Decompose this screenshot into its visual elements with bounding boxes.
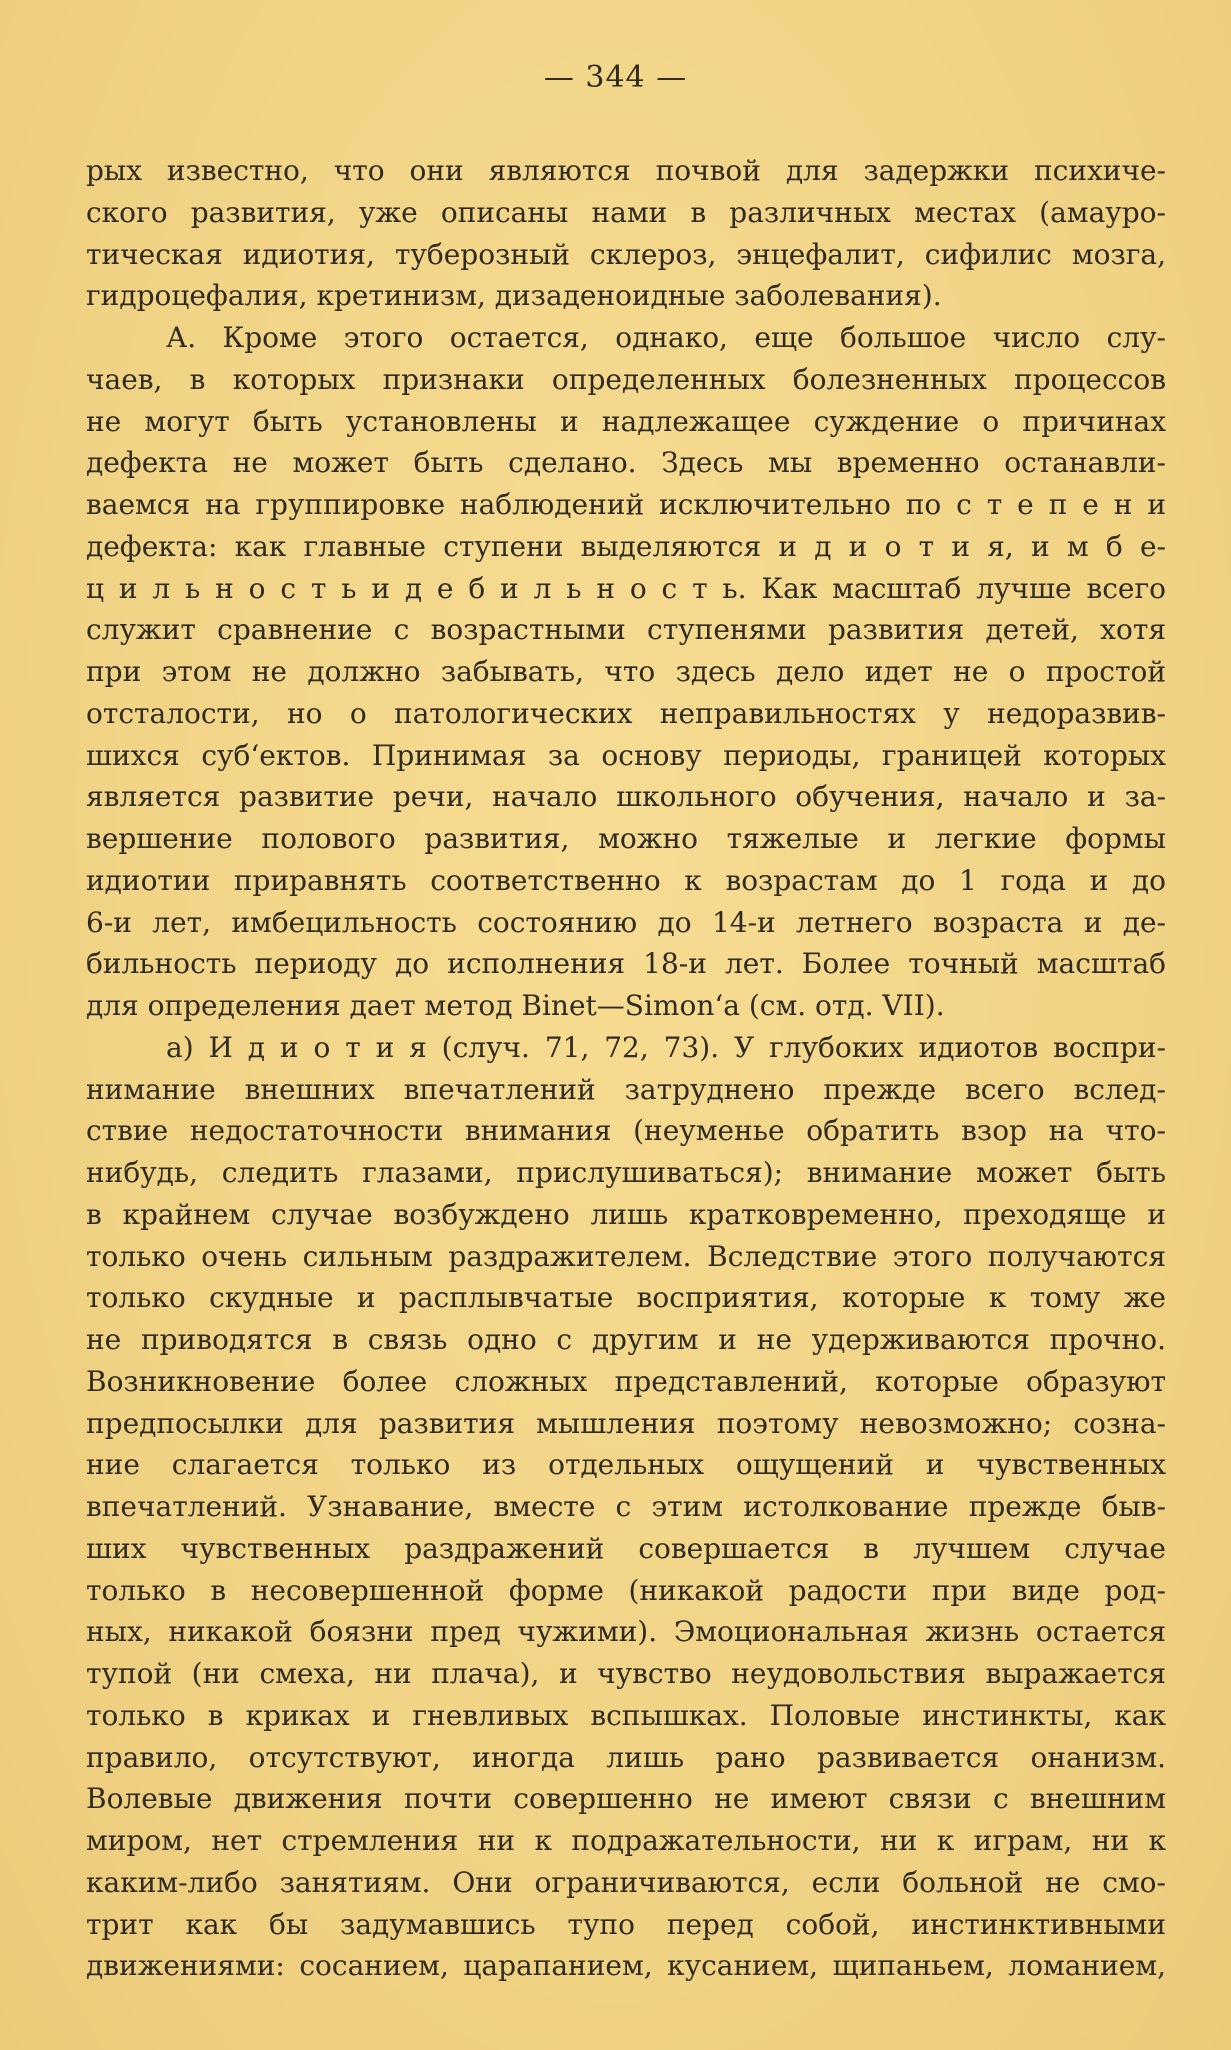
text-line: при этом не должно забывать, что здесь дело идет не о простой xyxy=(86,655,1166,688)
text-line: предпосылки для развития мышления поэтому невозможно; созна- xyxy=(86,1406,1166,1440)
text-line: ваемся на группировке наблюдений исключительно по с т е п е н и xyxy=(86,488,1166,521)
text-line: Возникновение более сложных представлений, которые образуют xyxy=(86,1364,1166,1398)
text-line: нибудь, следить глазами, прислушиваться); внимание может быть xyxy=(86,1156,1166,1189)
text-line: дефекта не может быть сделано. Здесь мы временно останавли- xyxy=(86,446,1166,480)
text-line: чаев, в которых признаки определенных болезненных процессов xyxy=(86,362,1166,396)
text-line: шихся суб‘ектов. Принимая за основу периоды, границей которых xyxy=(86,738,1166,772)
text-line: гидроцефалия, кретинизм, дизаденоидные заболевания). xyxy=(86,279,942,313)
text-line: ствие недостаточности внимания (неуменье обратить взор на что- xyxy=(86,1114,1166,1148)
text-line: только скудные и расплывчатые восприятия, которые к тому же xyxy=(86,1281,1166,1315)
text-line: трит как бы задумавшись тупо перед собой, инстинктивными xyxy=(86,1907,1166,1941)
text-line: дефекта: как главные ступени выделяются и д и о т и я, и м б е- xyxy=(86,529,1166,563)
text-line: бильность периоду до исполнения 18-и лет. Более точный масштаб xyxy=(86,947,1166,981)
text-line: ших чувственных раздражений совершается в лучшем случае xyxy=(86,1531,1166,1565)
text-line: Волевые движения почти совершенно не имеют связи с внешним xyxy=(86,1782,1166,1816)
text-line: каким-либо занятиям. Они ограничиваются, если больной не смо- xyxy=(86,1865,1166,1899)
text-line: не могут быть установлены и надлежащее суждение о причинах xyxy=(86,404,1166,438)
text-line: ц и л ь н о с т ь и д е б и л ь н о с т ь. Как масштаб лучше всего xyxy=(86,571,1166,605)
text-line: является развитие речи, начало школьного обучения, начало и за- xyxy=(86,780,1166,814)
text-line: только в несовершенной форме (никакой радости при виде род- xyxy=(86,1573,1166,1607)
text-line: идиотии приравнять соответственно к возрастам до 1 года и до xyxy=(86,863,1166,897)
text-line: вершение полового развития, можно тяжелые и легкие формы xyxy=(86,822,1166,855)
text-line: ных, никакой боязни пред чужими). Эмоциональная жизнь остается xyxy=(86,1615,1166,1649)
text-line: для определения дает метод Binet—Simon‘a (см. отд. VII). xyxy=(86,989,945,1022)
text-line: тупой (ни смеха, ни плача), и чувство неудовольствия выражается xyxy=(86,1657,1166,1690)
text-line: нимание внешних впечатлений затруднено прежде всего вслед- xyxy=(86,1072,1166,1106)
text-line: отсталости, но о патологических неправильностях у недоразвив- xyxy=(86,696,1166,730)
text-line: миром, нет стремления ни к подражательности, ни к играм, ни к xyxy=(86,1824,1166,1857)
text-line: не приводятся в связь одно с другим и не удерживаются прочно. xyxy=(86,1323,1166,1356)
text-line: а) И д и о т и я (случ. 71, 72, 73). У глубоких идиотов воспри- xyxy=(166,1030,1166,1064)
body-text xyxy=(86,150,1166,1987)
text-line: ние слагается только из отдельных ощущений и чувственных xyxy=(86,1448,1166,1482)
text-line: в крайнем случае возбуждено лишь кратковременно, преходяще и xyxy=(86,1197,1166,1231)
text-line: тическая идиотия, туберозный склероз, энцефалит, сифилис мозга, xyxy=(86,237,1166,271)
text-line: 6-и лет, имбецильность состоянию до 14-и летнего возраста и де- xyxy=(86,905,1166,939)
text-line: только очень сильным раздражителем. Вследствие этого получаются xyxy=(86,1239,1166,1273)
page-number: — 344 — xyxy=(543,60,688,95)
text-line: движениями: сосанием, царапанием, кусанием, щипаньем, ломанием, xyxy=(86,1949,1166,1983)
text-line: ского развития, уже описаны нами в различных местах (амауро- xyxy=(86,195,1166,229)
text-line: А. Кроме этого остается, однако, еще большое число слу- xyxy=(166,321,1166,354)
text-line: правило, отсутствуют, иногда лишь рано развивается онанизм. xyxy=(86,1740,1166,1774)
text-line: только в криках и гневливых вспышках. Половые инстинкты, как xyxy=(86,1698,1166,1732)
text-line: служит сравнение с возрастными ступенями развития детей, хотя xyxy=(86,613,1166,647)
text-line: впечатлений. Узнавание, вместе с этим истолкование прежде быв- xyxy=(86,1490,1166,1523)
text-line: рых известно, что они являются почвой для задержки психиче- xyxy=(86,154,1166,187)
